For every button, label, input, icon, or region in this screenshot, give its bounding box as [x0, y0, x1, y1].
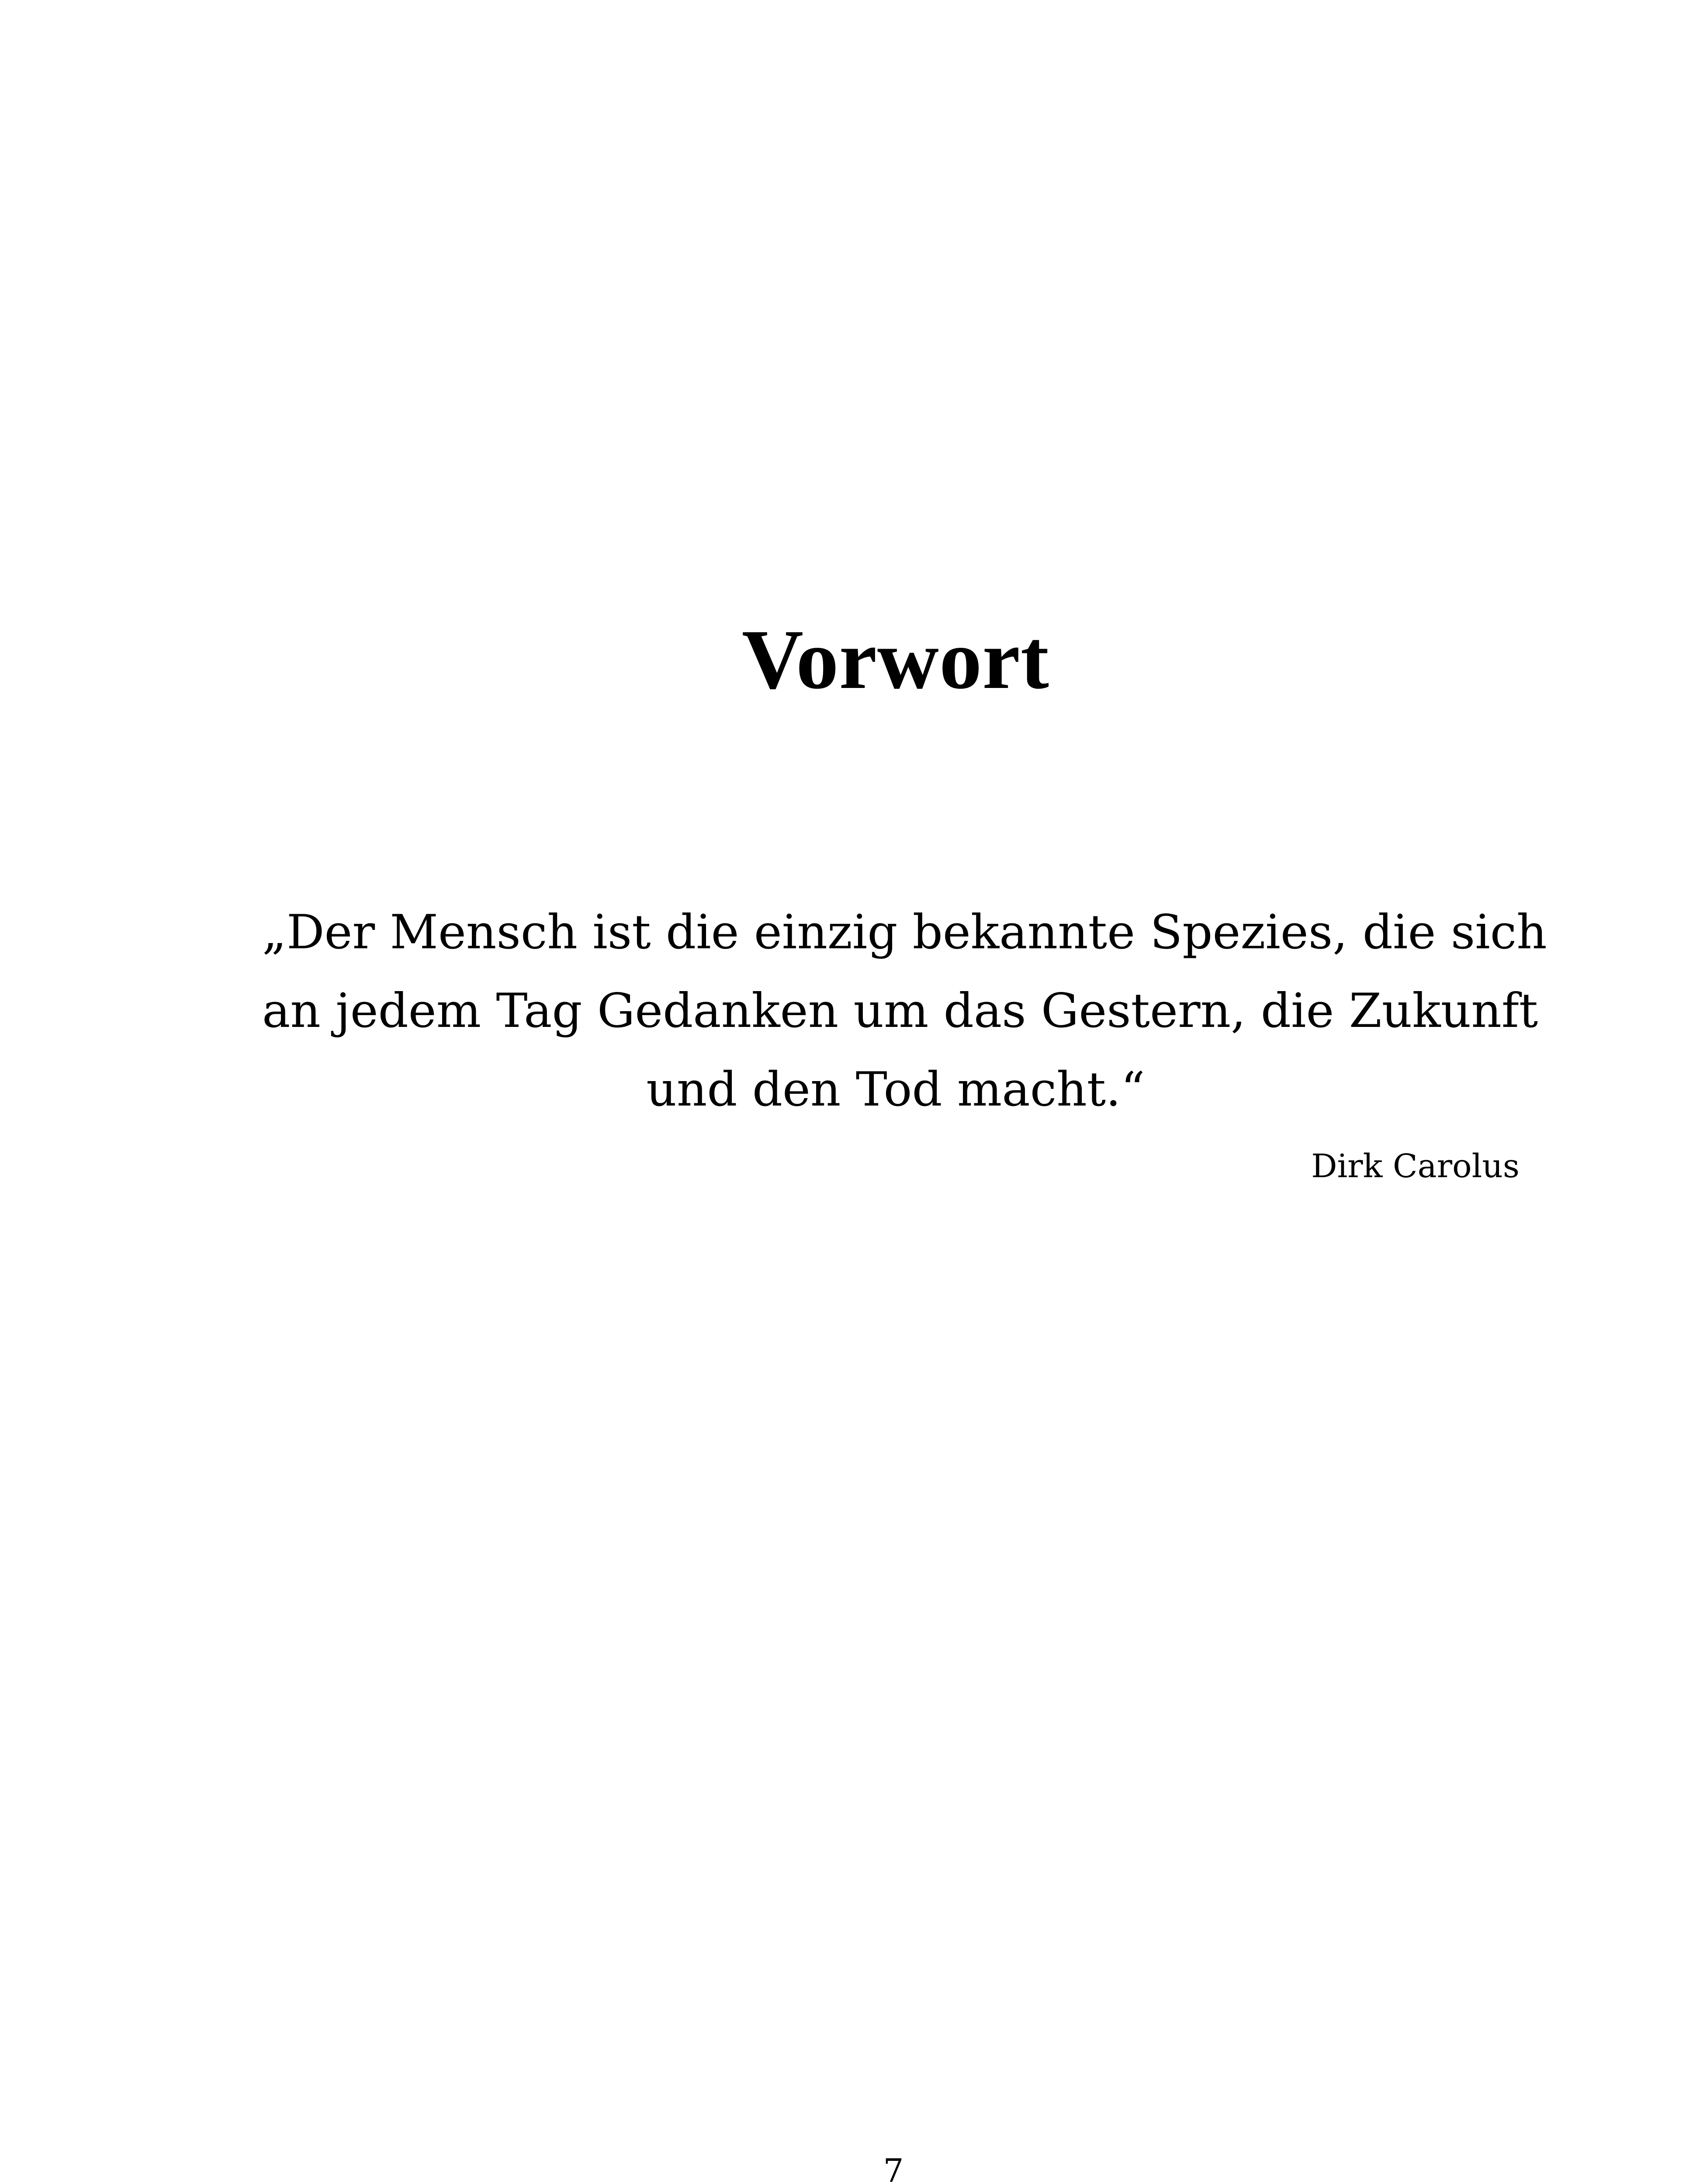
quote-line: an jedem Tag Gedanken um das Gestern, die Zukunft: [262, 984, 1538, 1038]
quote-line: „Der Mensch ist die einzig bekannte Spezies, die sich: [262, 905, 1547, 960]
page-number: 7: [883, 2152, 904, 2184]
quote-line: und den Tod macht.“: [646, 1062, 1145, 1117]
epigraph-quote: [262, 893, 1547, 1129]
page-title: Vorwort: [742, 612, 1049, 707]
quote-author: Dirk Carolus: [1311, 1147, 1520, 1185]
